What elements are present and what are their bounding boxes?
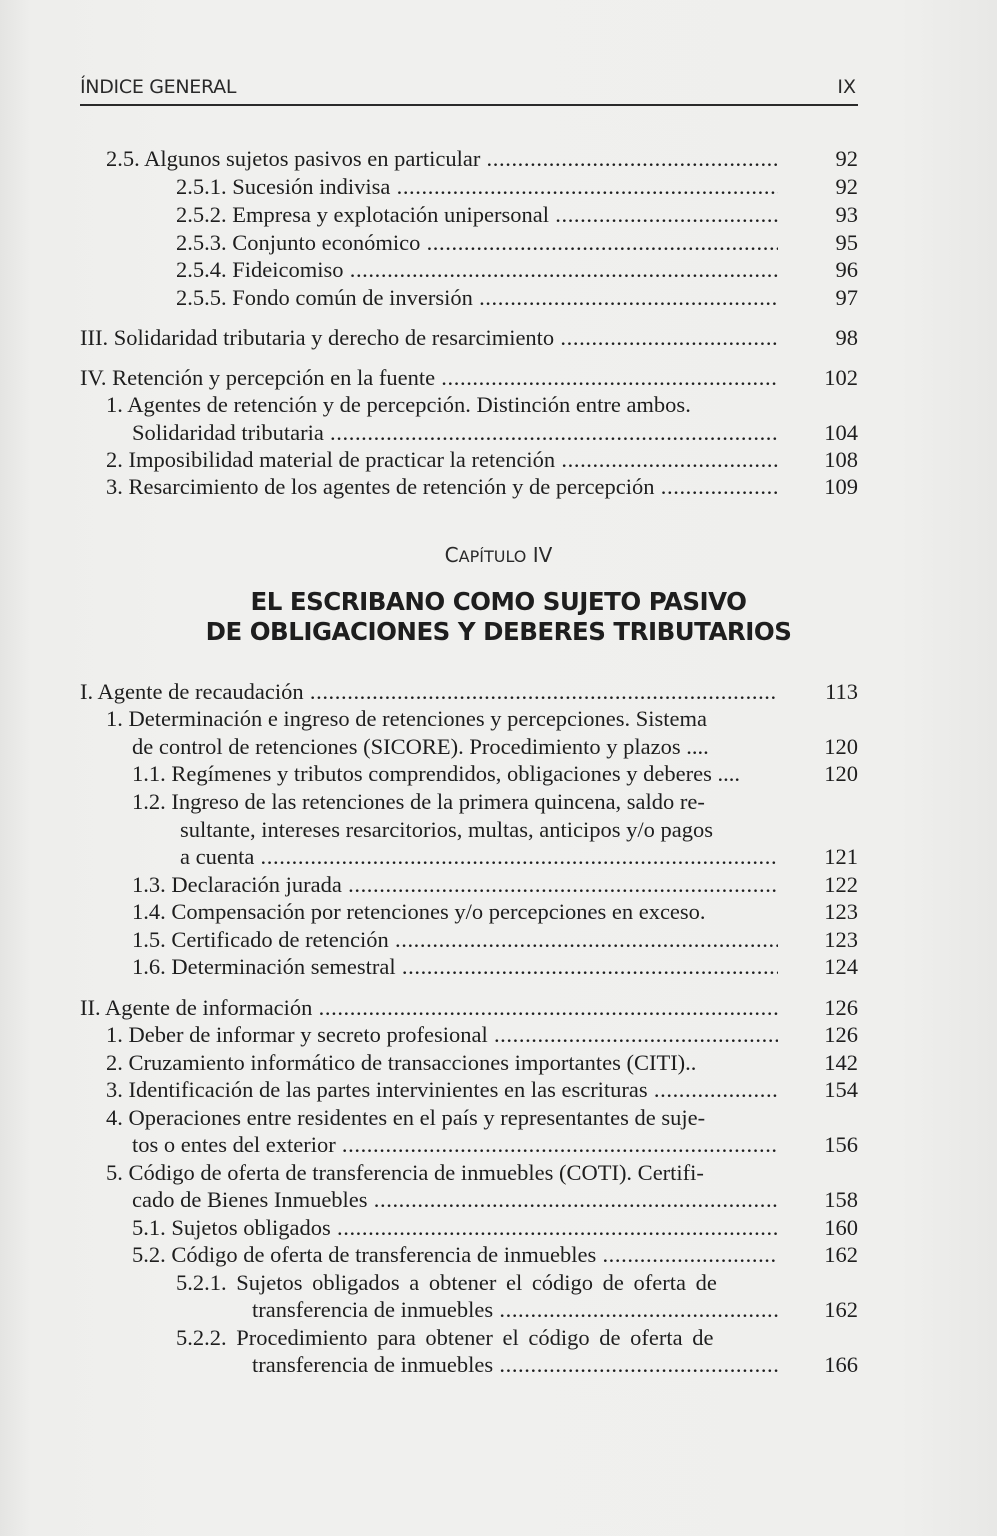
toc-entry-label: sultante, intereses resarcitorios, multas, anticipos y/o pagos	[180, 817, 714, 842]
toc-entry	[80, 898, 858, 926]
toc-entry-page: 109	[824, 474, 858, 499]
toc-entry-page: 96	[835, 257, 858, 282]
toc-entry	[80, 1159, 858, 1187]
chapter-title-line-1: EL ESCRIBANO COMO SUJETO PASIVO	[250, 587, 747, 616]
toc-entry-page: 92	[835, 146, 858, 171]
toc-entry-page: 123	[824, 927, 858, 952]
toc-entry-page: 123	[824, 899, 858, 924]
toc-entry-label: 2.5.5. Fondo común de inversión .....	[176, 284, 778, 312]
toc-entry-label: 3. Identificación de las partes intervinientes en las escrituras .....	[106, 1076, 778, 1104]
table-of-contents-chapter-iv	[80, 0, 858, 1536]
toc-entry	[80, 1021, 858, 1049]
toc-entry-label: 2.5. Algunos sujetos pasivos en particular .....	[106, 145, 778, 173]
toc-entry-label: 1. Agentes de retención y de percepción. Distinción entre ambos.	[106, 392, 691, 417]
toc-entry-page: 102	[824, 365, 858, 390]
chapter-number: IV	[532, 543, 553, 567]
toc-entry	[80, 926, 858, 954]
toc-entry-label: Solidaridad tributaria .....	[132, 419, 778, 447]
toc-entry-page: 122	[824, 872, 858, 897]
toc-entry-page: 108	[824, 447, 858, 472]
toc-entry	[80, 1076, 858, 1104]
toc-entry-label: a cuenta .....	[180, 843, 778, 871]
toc-entry-label: 1. Determinación e ingreso de retenciones y percepciones. Sistema	[106, 706, 708, 731]
toc-entry-label: 2.5.4. Fideicomiso .....	[176, 256, 778, 284]
toc-entry-page: 92	[835, 174, 858, 199]
toc-entry-page: 126	[824, 1022, 858, 1047]
toc-entry-label: 1.1. Regímenes y tributos comprendidos, obligaciones y deberes ....	[132, 761, 741, 786]
toc-entry-label: tos o entes del exterior .....	[132, 1131, 778, 1159]
chapter-label-prefix: C	[444, 543, 459, 567]
toc-entry-label: 2.5.3. Conjunto económico .....	[176, 229, 778, 257]
toc-entry-page: 97	[835, 285, 858, 310]
toc-entry-label: 3. Resarcimiento de los agentes de retención y de percepción .....	[106, 473, 778, 501]
toc-entry	[80, 1241, 858, 1269]
toc-entry-label: I. Agente de recaudación .....	[80, 678, 778, 706]
toc-entry	[80, 1131, 858, 1159]
toc-entry	[80, 760, 858, 788]
toc-entry	[80, 843, 858, 871]
toc-entry-label: 5.1. Sujetos obligados .....	[132, 1214, 778, 1242]
toc-entry	[80, 1186, 858, 1214]
toc-entry	[80, 705, 858, 733]
toc-entry-label: 1.5. Certificado de retención .....	[132, 926, 778, 954]
toc-entry-label: 1. Deber de informar y secreto profesional .....	[106, 1021, 778, 1049]
toc-entry-page: 154	[824, 1077, 858, 1102]
toc-entry	[80, 871, 858, 899]
toc-entry-label: 4. Operaciones entre residentes en el país y representantes de suje-	[106, 1105, 706, 1130]
toc-entry-label: 5.2. Código de oferta de transferencia de inmuebles .....	[132, 1241, 778, 1269]
toc-entry-label: 5.2.2. Procedimiento para obtener el código de oferta de	[176, 1325, 714, 1350]
toc-entry-page: 124	[824, 954, 858, 979]
toc-entry-label: cado de Bienes Inmuebles .....	[132, 1186, 778, 1214]
toc-entry-label: transferencia de inmuebles .....	[252, 1351, 778, 1379]
toc-entry-page: 121	[824, 844, 858, 869]
toc-entry-label: 5.2.1. Sujetos obligados a obtener el código de oferta de	[176, 1270, 717, 1295]
toc-entry-page: 156	[824, 1132, 858, 1157]
toc-entry-label: 1.2. Ingreso de las retenciones de la primera quincena, saldo re-	[132, 789, 705, 814]
toc-entry	[80, 1269, 858, 1297]
toc-entry-label: 2.5.2. Empresa y explotación unipersonal .....	[176, 201, 778, 229]
toc-entry-label: 1.4. Compensación por retenciones y/o percepciones en exceso.	[132, 899, 706, 924]
toc-entry-page: 120	[824, 761, 858, 786]
toc-entry-page: 162	[824, 1297, 858, 1322]
toc-entry-page: 126	[824, 995, 858, 1020]
toc-entry-label: 2. Imposibilidad material de practicar la retención .....	[106, 446, 778, 474]
toc-entry-label: 2. Cruzamiento informático de transacciones importantes (CITI)..	[106, 1050, 697, 1075]
toc-entry-label: III. Solidaridad tributaria y derecho de resarcimiento .....	[80, 324, 778, 352]
toc-entry	[80, 1296, 858, 1324]
toc-entry-page: 120	[824, 734, 858, 759]
page-number: IX	[837, 76, 856, 98]
toc-entry-page: 142	[824, 1050, 858, 1075]
toc-entry	[80, 1324, 858, 1352]
toc-entry	[80, 953, 858, 981]
toc-entry	[80, 788, 858, 816]
chapter-title-line-2: DE OBLIGACIONES Y DEBERES TRIBUTARIOS	[205, 617, 792, 646]
toc-entry	[80, 733, 858, 761]
toc-entry	[80, 1104, 858, 1132]
toc-entry-label: II. Agente de información .....	[80, 994, 778, 1022]
toc-entry	[80, 678, 858, 706]
toc-entry-label: 5. Código de oferta de transferencia de inmuebles (COTI). Certifi-	[106, 1160, 704, 1185]
toc-entry-label: IV. Retención y percepción en la fuente .....	[80, 364, 778, 392]
toc-entry-page: 160	[824, 1215, 858, 1240]
toc-entry-page: 158	[824, 1187, 858, 1212]
toc-entry-label: 2.5.1. Sucesión indivisa .....	[176, 173, 778, 201]
toc-entry-page: 93	[835, 202, 858, 227]
toc-entry	[80, 1351, 858, 1379]
toc-entry	[80, 1049, 858, 1077]
toc-entry-page: 95	[835, 230, 858, 255]
toc-entry-label: 1.3. Declaración jurada .....	[132, 871, 778, 899]
toc-entry-label: de control de retenciones (SICORE). Procedimiento y plazos ....	[132, 734, 709, 759]
running-title: ÍNDICE GENERAL	[80, 76, 237, 98]
toc-entry-page: 113	[825, 679, 858, 704]
toc-entry	[80, 816, 858, 844]
toc-entry-page: 162	[824, 1242, 858, 1267]
toc-entry-label: 1.6. Determinación semestral .....	[132, 953, 778, 981]
toc-entry	[80, 1214, 858, 1242]
chapter-label-word: APÍTULO	[458, 547, 527, 566]
toc-entry-page: 104	[824, 420, 858, 445]
toc-entry-label: transferencia de inmuebles .....	[252, 1296, 778, 1324]
toc-entry-page: 98	[835, 325, 858, 350]
toc-entry	[80, 994, 858, 1022]
toc-entry-page: 166	[824, 1352, 858, 1377]
